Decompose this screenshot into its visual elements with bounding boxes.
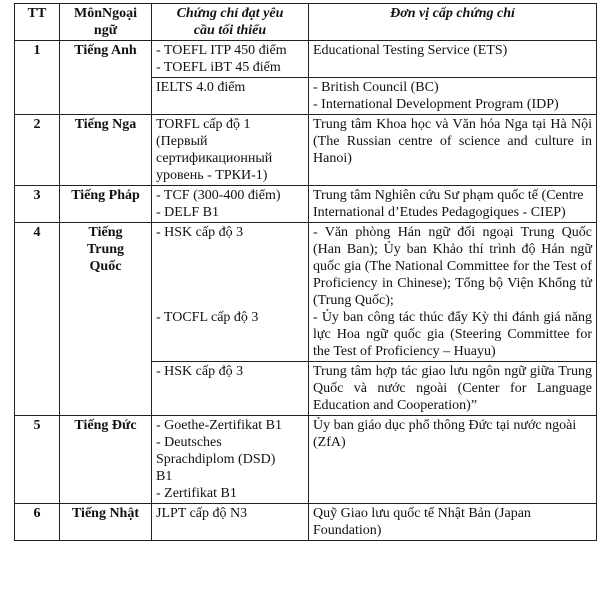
certificate-line: Sprachdiplom (DSD): [156, 452, 276, 467]
certificate-cell: [152, 504, 309, 541]
header-row: [15, 4, 597, 41]
certificate-line: (Первый: [156, 134, 208, 149]
certificate-line: TORFL cấp độ 1: [156, 117, 251, 132]
header-certificate: [152, 4, 309, 41]
issuer-text: Ủy ban giáo dục phổ thông Đức tại nước ngoài (ZfA): [313, 418, 577, 450]
language-name: Tiếng Anh: [60, 41, 152, 115]
certificate-line: - TCF (300-400 điểm): [156, 188, 281, 203]
table-row-german: [15, 416, 597, 504]
certificate-line: - Zertifikat B1: [156, 486, 237, 501]
certificate-cell: [152, 41, 309, 78]
issuer-line: Educational Testing Service (ETS): [313, 43, 508, 58]
language-name: [60, 223, 152, 416]
issuer-cell: [309, 362, 597, 416]
certificate-line: - Deutsches: [156, 435, 222, 450]
certificate-line: уровень - ТРКИ-1): [156, 168, 268, 183]
issuer-cell: [309, 115, 597, 186]
header-tt: TT: [15, 4, 60, 41]
certificate-line: - TOCFL cấp độ 3: [156, 310, 259, 325]
certificate-line: IELTS 4.0 điểm: [156, 80, 246, 95]
certificate-line: - DELF B1: [156, 205, 219, 220]
issuer-cell: [309, 416, 597, 504]
issuer-text: Trung tâm Khoa học và Văn hóa Nga tại Hà Nội (The Russian centre of science and culture in Hanoi): [313, 117, 592, 166]
table-row-russian: [15, 115, 597, 186]
certificate-cell: [152, 78, 309, 115]
certificate-line: - TOEFL iBT 45 điểm: [156, 60, 281, 75]
table-row-chinese: [15, 223, 597, 362]
header-language-line-1: MônNgoại: [74, 6, 137, 21]
row-number: 2: [15, 115, 60, 186]
issuer-cell: [309, 223, 597, 362]
language-name: Tiếng Nga: [60, 115, 152, 186]
header-certificate-line-2: cầu tối thiểu: [193, 23, 267, 38]
certificate-cell: [152, 186, 309, 223]
issuer-cell: [309, 504, 597, 541]
certificate-cell: [152, 416, 309, 504]
issuer-cell: [309, 41, 597, 78]
certificate-line: B1: [156, 469, 173, 484]
issuer-line: - British Council (BC): [313, 80, 439, 95]
row-number: 3: [15, 186, 60, 223]
language-name-line: Trung: [86, 242, 125, 257]
certificate-cell: [152, 223, 309, 362]
row-number: 5: [15, 416, 60, 504]
header-language: [60, 4, 152, 41]
certificate-line: - Goethe-Zertifikat B1: [156, 418, 282, 433]
language-name: Tiếng Đức: [60, 416, 152, 504]
table-row-french: [15, 186, 597, 223]
language-name: Tiếng Nhật: [60, 504, 152, 541]
language-name-line: Quốc: [89, 259, 122, 274]
certificate-line: JLPT cấp độ N3: [156, 506, 248, 521]
certificate-line: - HSK cấp độ 3: [156, 225, 244, 240]
row-number: 4: [15, 223, 60, 416]
header-certificate-line-1: Chứng chỉ đạt yêu: [176, 6, 284, 21]
header-language-line-2: ngữ: [93, 23, 118, 38]
certificate-line: - HSK cấp độ 3: [156, 364, 244, 379]
issuer-text: Quỹ Giao lưu quốc tế Nhật Bản (Japan Foundation): [313, 506, 531, 538]
header-issuer: Đơn vị cấp chứng chỉ: [309, 4, 597, 41]
issuer-text: - Ủy ban công tác thúc đẩy Kỳ thi đánh giá năng lực Hoa ngữ quốc gia (Steering Committee for the Test of Proficiency – Huayu): [313, 310, 592, 359]
issuer-cell: [309, 186, 597, 223]
certificate-line: сертификационный: [156, 151, 273, 166]
foreign-language-certificate-table: [14, 3, 597, 541]
table-row-japanese: [15, 504, 597, 541]
certificate-line: - TOEFL ITP 450 điểm: [156, 43, 287, 58]
language-name: Tiếng Pháp: [60, 186, 152, 223]
row-number: 6: [15, 504, 60, 541]
issuer-text: Trung tâm hợp tác giao lưu ngôn ngữ giữa Trung Quốc và nước ngoài (Center for Language Education and Cooperation)”: [313, 364, 592, 413]
issuer-text: Trung tâm Nghiên cứu Sư phạm quốc tế (Centre International d’Etudes Pedagogiques - CIEP): [313, 188, 584, 220]
spacer: [156, 241, 304, 309]
issuer-cell: [309, 78, 597, 115]
row-number: 1: [15, 41, 60, 115]
issuer-line: - International Development Program (IDP): [313, 97, 559, 112]
issuer-text: - Văn phòng Hán ngữ đối ngoại Trung Quốc (Han Ban); Ủy ban Khảo thí trình độ Hán ngữ quốc gia (The National Committee for the Test of Proficiency in Chinese); Tổng bộ Viện Khổng tử (Trung Quốc);: [313, 225, 592, 308]
certificate-cell: [152, 115, 309, 186]
table-row-english: [15, 41, 597, 78]
certificate-cell: [152, 362, 309, 416]
language-name-line: Tiếng: [88, 225, 123, 240]
